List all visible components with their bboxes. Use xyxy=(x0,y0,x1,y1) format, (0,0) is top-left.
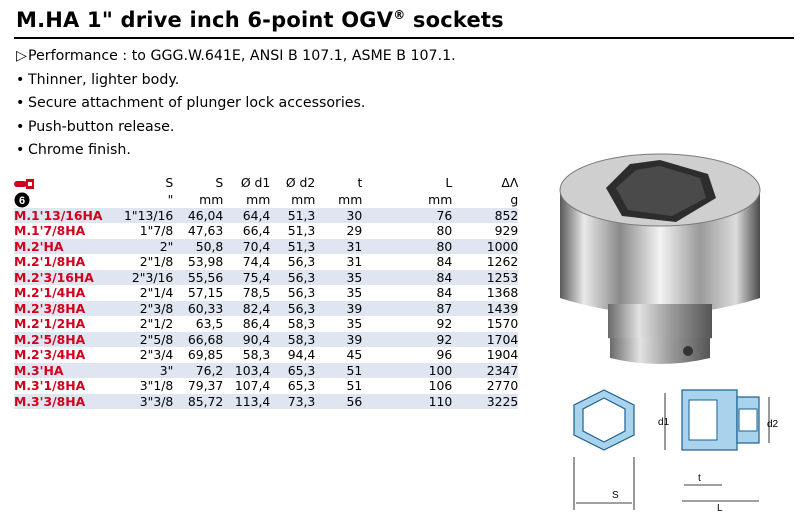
part-reference: M.3'1/8HA xyxy=(14,378,86,394)
unit-d2: mm xyxy=(291,191,316,207)
cell-g: 1262 xyxy=(486,254,519,270)
cell-d2: 56,3 xyxy=(287,254,316,270)
cell-d1: 70,4 xyxy=(223,239,270,255)
cell-d2: 73,3 xyxy=(270,394,315,410)
cell-d1: 58,3 xyxy=(242,347,271,363)
cell-d2: 51,3 xyxy=(270,239,315,255)
cell-g: 852 xyxy=(452,208,518,224)
part-reference: M.2'3/8HA xyxy=(14,301,124,317)
cell-d1: 82,4 xyxy=(223,301,270,317)
table-row xyxy=(14,208,518,224)
cell-d1: 78,5 xyxy=(242,285,271,301)
feature-item: • Push-button release. xyxy=(16,118,175,135)
cell-t: 30 xyxy=(315,208,362,224)
cell-d2: 51,3 xyxy=(287,223,316,239)
col-header-t: t xyxy=(357,175,363,190)
cell-s-in: 1"13/16 xyxy=(124,207,174,223)
table-row xyxy=(14,254,518,270)
cell-s-mm: 57,15 xyxy=(187,285,224,301)
header-row xyxy=(14,174,518,191)
cell-d1: 103,4 xyxy=(223,363,270,379)
unit-row xyxy=(14,191,518,208)
unit-d1: mm xyxy=(246,191,271,207)
cell-l: 100 xyxy=(362,363,452,379)
table-row xyxy=(14,378,518,394)
cell-l: 106 xyxy=(428,378,453,394)
part-reference: M.2'3/4HA xyxy=(14,347,86,363)
cell-l: 87 xyxy=(362,301,452,317)
cell-d2: 51,3 xyxy=(270,208,315,224)
cell-s-in: 2"1/4 xyxy=(139,285,174,301)
cell-d2: 65,3 xyxy=(287,378,316,394)
part-reference: M.2'5/8HA xyxy=(14,332,124,348)
table-row xyxy=(14,332,518,348)
cell-s-mm: 46,04 xyxy=(173,208,223,224)
unit-s-mm: mm xyxy=(199,191,224,207)
hex-header xyxy=(14,191,124,208)
cell-s-mm: 69,85 xyxy=(187,347,224,363)
cell-d1: 74,4 xyxy=(242,254,271,270)
svg-text:S: S xyxy=(612,490,619,501)
cell-g: 2770 xyxy=(486,378,519,394)
cell-d2: 94,4 xyxy=(287,347,316,363)
cell-t: 39 xyxy=(315,332,362,348)
cell-d1: 107,4 xyxy=(234,378,271,394)
cell-s-in: 2"5/8 xyxy=(124,332,173,348)
drive-header xyxy=(14,174,124,191)
part-reference: M.2'1/4HA xyxy=(14,285,86,301)
feature-list xyxy=(16,45,456,163)
cell-d2: 56,3 xyxy=(287,285,316,301)
table-row xyxy=(14,270,518,286)
cell-d1: 86,4 xyxy=(242,316,271,332)
part-reference: M.2'3/16HA xyxy=(14,270,124,286)
cell-l: 96 xyxy=(436,347,453,363)
cell-t: 51 xyxy=(315,363,362,379)
unit-weight: g xyxy=(510,191,519,207)
cell-t: 39 xyxy=(315,301,362,317)
cell-t: 31 xyxy=(346,254,363,270)
cell-t: 51 xyxy=(346,378,363,394)
cell-l: 84 xyxy=(436,254,453,270)
spec-table xyxy=(14,174,518,409)
svg-text:d2: d2 xyxy=(767,419,779,430)
cell-t: 45 xyxy=(346,347,363,363)
cell-g: 1253 xyxy=(452,270,518,286)
cell-g: 3225 xyxy=(452,394,518,410)
svg-text:L: L xyxy=(717,503,723,514)
cell-s-in: 3"1/8 xyxy=(139,378,174,394)
col-header-d2: Ø d2 xyxy=(285,175,316,190)
cell-s-mm: 66,68 xyxy=(173,332,223,348)
cell-d1: 113,4 xyxy=(223,394,270,410)
page-title: M.HA 1" drive inch 6-point OGV® sockets xyxy=(16,8,504,32)
part-reference: M.1'13/16HA xyxy=(14,208,124,224)
cell-s-mm: 55,56 xyxy=(173,270,223,286)
cell-g: 1904 xyxy=(486,347,519,363)
hexagon-6-point-icon xyxy=(14,192,30,208)
cell-d1: 64,4 xyxy=(223,208,270,224)
cell-l: 80 xyxy=(436,223,453,239)
cell-d1: 75,4 xyxy=(223,270,270,286)
cell-s-in: 2"1/2 xyxy=(139,316,174,332)
table-row xyxy=(14,316,518,332)
cell-l: 76 xyxy=(362,208,452,224)
cell-s-in: 2"3/8 xyxy=(124,301,173,317)
cell-l: 80 xyxy=(362,239,452,255)
cell-s-mm: 76,2 xyxy=(173,363,223,379)
table-row xyxy=(14,239,518,255)
cell-l: 110 xyxy=(362,394,452,410)
cell-d2: 58,3 xyxy=(287,316,316,332)
cell-t: 35 xyxy=(346,316,363,332)
part-reference: M.3'3/8HA xyxy=(14,394,124,410)
cell-g: 1570 xyxy=(486,316,519,332)
part-reference: M.2'1/8HA xyxy=(14,254,86,270)
cell-s-mm: 85,72 xyxy=(173,394,223,410)
unit-s-inch: " xyxy=(167,191,174,207)
table-row xyxy=(14,301,518,317)
cell-t: 29 xyxy=(346,223,363,239)
cell-g: 929 xyxy=(494,223,519,239)
part-reference: M.3'HA xyxy=(14,363,124,379)
table-row xyxy=(14,347,518,363)
svg-text:d1: d1 xyxy=(658,417,670,428)
cell-s-in: 2"1/8 xyxy=(139,254,174,270)
feature-item: • Chrome finish. xyxy=(16,142,131,158)
col-header-l: L xyxy=(445,175,453,190)
table-row xyxy=(14,223,518,239)
square-drive-icon xyxy=(14,179,36,189)
cell-s-mm: 60,33 xyxy=(173,301,223,317)
cell-g: 1000 xyxy=(452,239,518,255)
cell-g: 1439 xyxy=(452,301,518,317)
svg-text:t: t xyxy=(698,473,701,484)
socket-photo xyxy=(548,148,776,373)
cell-t: 35 xyxy=(346,285,363,301)
feature-item: ▷Performance : to GGG.W.641E, ANSI B 107.1, ASME B 107.1. xyxy=(16,48,456,64)
cell-s-in: 2" xyxy=(124,239,173,255)
part-reference: M.2'1/2HA xyxy=(14,316,86,332)
cell-s-mm: 50,8 xyxy=(173,239,223,255)
feature-item: • Thinner, lighter body. xyxy=(16,71,180,88)
cell-g: 2347 xyxy=(452,363,518,379)
cell-g: 1704 xyxy=(452,332,518,348)
col-header-s-inch: S xyxy=(165,175,174,190)
part-reference: M.2'HA xyxy=(14,239,124,255)
cell-s-mm: 63,5 xyxy=(195,316,224,332)
unit-t: mm xyxy=(338,191,363,207)
cell-d2: 58,3 xyxy=(270,332,315,348)
cell-t: 31 xyxy=(315,239,362,255)
table-row xyxy=(14,394,518,410)
cell-d2: 56,3 xyxy=(270,301,315,317)
col-header-weight xyxy=(452,174,518,191)
cell-d2: 65,3 xyxy=(270,363,315,379)
title-divider xyxy=(14,37,794,39)
cell-s-in: 2"3/4 xyxy=(139,347,174,363)
weight-icon: ΔΛ xyxy=(501,175,519,190)
cell-s-in: 3" xyxy=(124,363,173,379)
cell-t: 35 xyxy=(315,270,362,286)
cell-s-in: 1"7/8 xyxy=(139,223,174,239)
part-reference: M.1'7/8HA xyxy=(14,223,86,239)
cell-l: 92 xyxy=(436,316,453,332)
feature-item: • Secure attachment of plunger lock accessories. xyxy=(16,95,366,111)
cell-l: 84 xyxy=(362,270,452,286)
cell-d1: 66,4 xyxy=(242,223,271,239)
cell-l: 84 xyxy=(436,285,453,301)
cell-s-mm: 47,63 xyxy=(187,223,224,239)
cell-l: 92 xyxy=(362,332,452,348)
cell-s-mm: 79,37 xyxy=(187,378,224,394)
cell-t: 56 xyxy=(315,394,362,410)
dimension-diagram xyxy=(567,385,779,515)
col-header-d1: Ø d1 xyxy=(240,175,271,190)
unit-l: mm xyxy=(428,191,453,207)
cell-d1: 90,4 xyxy=(223,332,270,348)
cell-d2: 56,3 xyxy=(270,270,315,286)
svg-text:6: 6 xyxy=(18,194,26,207)
table-row xyxy=(14,363,518,379)
cell-s-in: 2"3/16 xyxy=(124,270,173,286)
cell-s-in: 3"3/8 xyxy=(124,394,173,410)
cell-g: 1368 xyxy=(486,285,519,301)
table-row xyxy=(14,285,518,301)
col-header-s-mm: S xyxy=(215,175,224,190)
cell-s-mm: 53,98 xyxy=(187,254,224,270)
